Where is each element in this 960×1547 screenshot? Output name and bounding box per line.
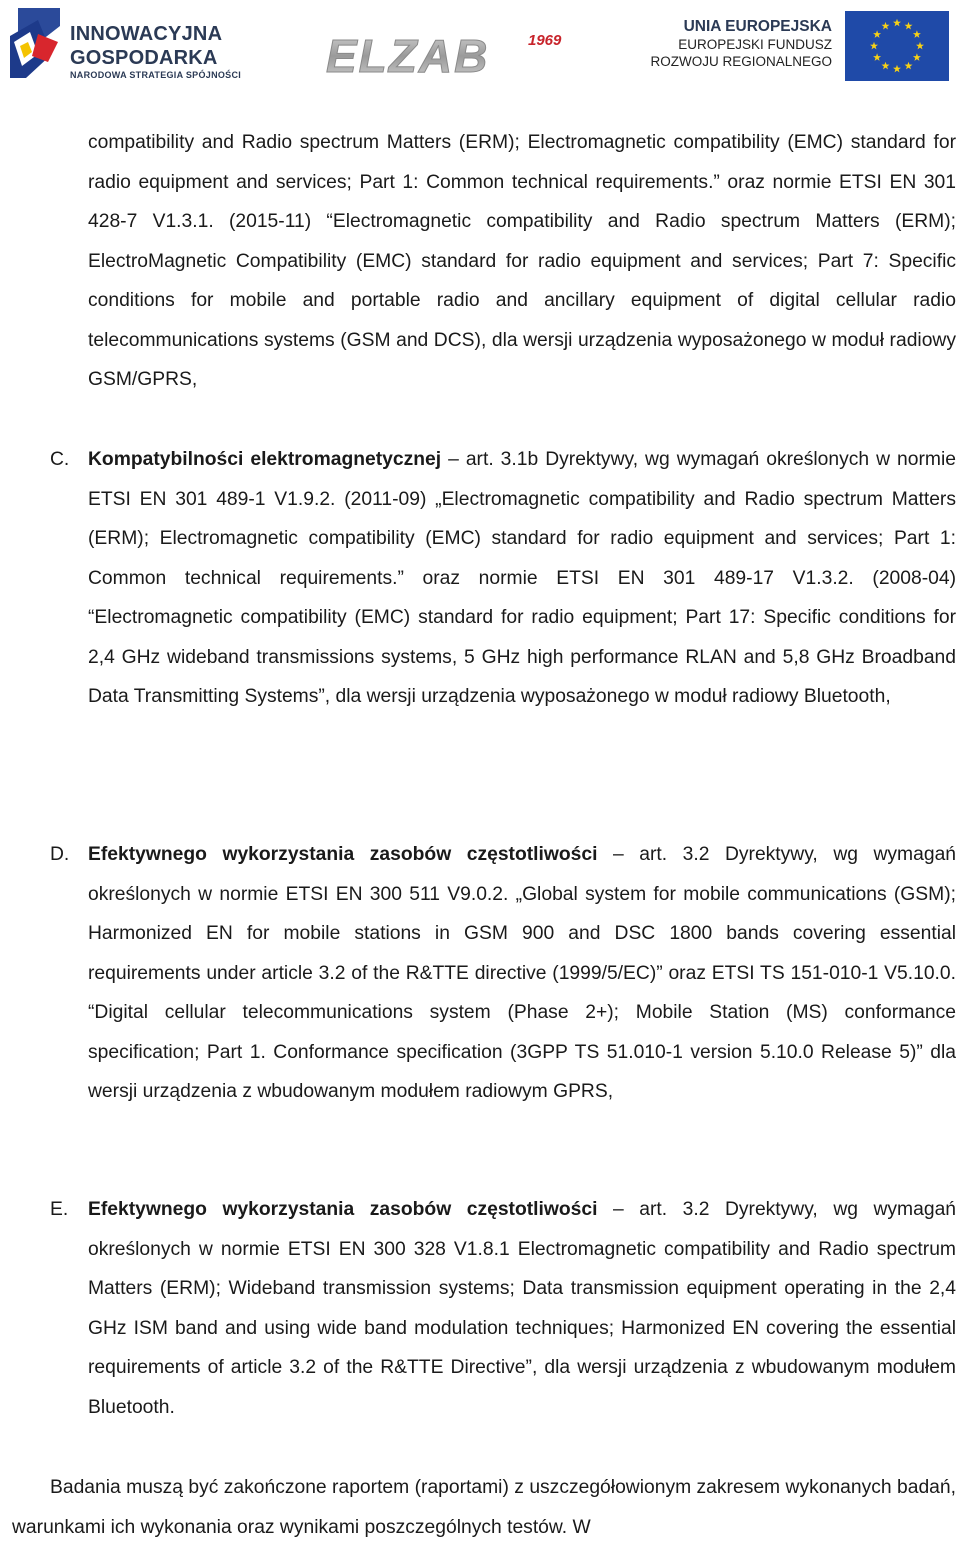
closing-paragraph: Badania muszą być zakończone raportem (raportami) z uszczegółowionym zakresem wykonanych badań, warunkami ich wykonania oraz wynikami poszczególnych testów. W <box>12 1477 956 1538</box>
list-item-body <box>88 835 956 1112</box>
logo-line-2: GOSPODARKA <box>70 47 218 69</box>
innowacyjna-gospodarka-emblem-icon <box>8 6 64 82</box>
eu-logo-line-3: ROZWOJU REGIONALNEGO <box>650 54 832 69</box>
list-item-heading: Efektywnego wykorzystania zasobów częstotliwości <box>88 844 598 865</box>
list-item-body <box>88 1190 956 1427</box>
elzab-year: 1969 <box>528 32 562 49</box>
eu-logo-line-1: UNIA EUROPEJSKA <box>683 18 832 35</box>
list-letter: E. <box>50 1199 69 1220</box>
elzab-wordmark-icon <box>322 30 532 80</box>
innowacyjna-gospodarka-logo <box>8 6 242 82</box>
page-header <box>0 0 960 92</box>
list-letter: D. <box>50 844 70 865</box>
list-letter: C. <box>50 449 70 470</box>
list-item-body <box>88 440 956 717</box>
elzab-logo <box>322 30 590 80</box>
elzab-brand-text: ELZAB <box>326 30 490 80</box>
list-item-text: – art. 3.2 Dyrektywy, wg wymagań określonych w normie ETSI EN 300 511 V9.0.2. „Global system for mobile communications (GSM); Harmonized EN for mobile stations in GSM 900 and DSC 1800 bands covering essential requirements under article 3.2 of the R&TTE directive (1999/5/EC)” oraz ETSI TS 151-010-1 V5.10.0. “Digital cellular telecommunications system (Phase 2+); Mobile Station (MS) conformance specification; Part 1. Conformance specification (3GPP TS 51.010-1 version 5.10.0 Release 5)” dla wersji urządzenia z wbudowanym modułem radiowym GPRS, <box>88 844 957 1102</box>
logo-line-3: NARODOWA STRATEGIA SPÓJNOŚCI <box>70 70 242 80</box>
eu-flag-icon <box>845 11 949 81</box>
list-item-heading: Efektywnego wykorzystania zasobów częstotliwości <box>88 1199 598 1220</box>
list-item-text: – art. 3.2 Dyrektywy, wg wymagań określonych w normie ETSI EN 300 328 V1.8.1 Electromagnetic compatibility and Radio spectrum Matters (ERM); Wideband transmission systems; Data transmission equipment operating in the 2,4 GHz ISM band and using wide band modulation techniques; Harmonized EN covering the essential requirements of article 3.2 of the R&TTE Directive”, dla wersji urządzenia z wbudowanym modułem Bluetooth. <box>88 1199 957 1418</box>
continuation-paragraph: compatibility and Radio spectrum Matters (ERM); Electromagnetic compatibility (EMC) standard for radio equipment and services; Part 1: Common technical requirements.” oraz normie ETSI EN 301 428-7 V1.3.1. (2015-11) “Electromagnetic compatibility and Radio spectrum Matters (ERM); ElectroMagnetic Compatibility (EMC) standard for radio equipment and services; Part 7: Specific conditions for mobile and portable radio and ancillary equipment of digital cellular radio telecommunications systems (GSM and DCS), dla wersji urządzenia wyposażonego w moduł radiowy GSM/GPRS, <box>88 132 956 390</box>
list-item-text: – art. 3.1b Dyrektywy, wg wymagań określonych w normie ETSI EN 301 489-1 V1.9.2. (2011-09) „Electromagnetic compatibility and Radio spectrum Matters (ERM); Electromagnetic compatibility (EMC) standard for radio equipment and services; Part 1: Common technical requirements.” oraz normie ETSI EN 301 489-17 V1.3.2. (2008-04) “Electromagnetic compatibility (EMC) standard for radio equipment; Part 17: Specific conditions for 2,4 GHz wideband transmissions systems, 5 GHz high performance RLAN and 5,8 GHz Broadband Data Transmitting Systems”, dla wersji urządzenia wyposażonego w moduł radiowy Bluetooth, <box>88 449 956 707</box>
list-item-heading: Kompatybilności elektromagnetycznej <box>88 449 442 470</box>
eu-logo-line-2: EUROPEJSKI FUNDUSZ <box>678 37 832 52</box>
logo-line-1: INNOWACYJNA <box>70 23 223 45</box>
